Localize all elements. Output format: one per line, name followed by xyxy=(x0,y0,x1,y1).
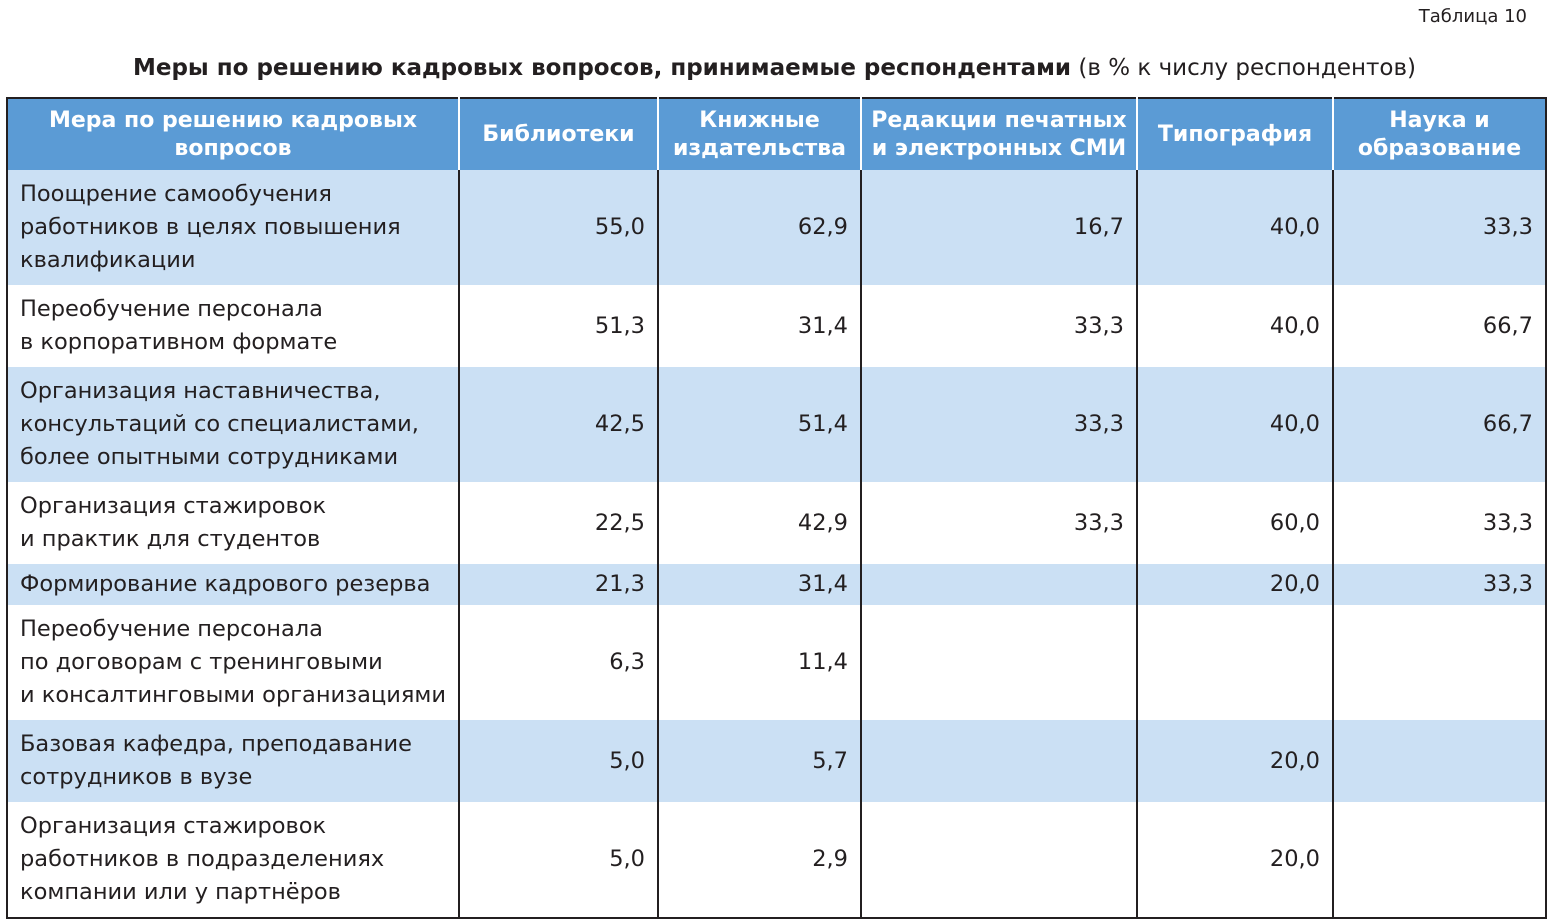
row-label-line: сотрудников в вузе xyxy=(20,764,253,790)
row-label-line: Поощрение самообучения xyxy=(20,181,332,207)
table-row xyxy=(7,605,1546,720)
cell-media-editorial: 33,3 xyxy=(861,367,1137,482)
cell-book-publishers: 31,4 xyxy=(658,564,861,605)
row-label-line: Переобучение персонала xyxy=(20,616,323,642)
table-row xyxy=(7,482,1546,564)
column-header-libraries xyxy=(459,98,658,170)
header-row xyxy=(7,98,1546,170)
cell-science-education: 33,3 xyxy=(1333,482,1546,564)
cell-book-publishers: 62,9 xyxy=(658,170,861,285)
row-label-line: и консалтинговыми организациями xyxy=(20,682,446,708)
row-label xyxy=(7,170,459,285)
table-row xyxy=(7,170,1546,285)
row-label-line: в корпоративном формате xyxy=(20,329,338,355)
row-label-line: работников в целях повышения xyxy=(20,214,401,240)
column-header-book-publishers xyxy=(658,98,861,170)
cell-printing: 40,0 xyxy=(1137,367,1333,482)
cell-printing: 20,0 xyxy=(1137,720,1333,802)
cell-media-editorial xyxy=(861,720,1137,802)
table-body xyxy=(7,170,1546,918)
row-label xyxy=(7,285,459,367)
table-number: Таблица 10 xyxy=(1418,6,1527,27)
cell-media-editorial: 16,7 xyxy=(861,170,1137,285)
column-header-line: образование xyxy=(1357,135,1522,161)
row-label xyxy=(7,720,459,802)
cell-libraries: 55,0 xyxy=(459,170,658,285)
cell-science-education xyxy=(1333,802,1546,918)
cell-printing xyxy=(1137,605,1333,720)
cell-libraries: 5,0 xyxy=(459,802,658,918)
cell-book-publishers: 11,4 xyxy=(658,605,861,720)
cell-science-education xyxy=(1333,720,1546,802)
cell-book-publishers: 5,7 xyxy=(658,720,861,802)
column-header-line: Типография xyxy=(1157,121,1313,147)
column-header-line: вопросов xyxy=(174,135,292,161)
table-header xyxy=(7,98,1546,170)
cell-libraries: 21,3 xyxy=(459,564,658,605)
column-header-line: Книжные xyxy=(699,107,820,133)
cell-libraries: 5,0 xyxy=(459,720,658,802)
cell-book-publishers: 2,9 xyxy=(658,802,861,918)
cell-libraries: 42,5 xyxy=(459,367,658,482)
column-header-line: Мера по решению кадровых xyxy=(48,107,418,133)
cell-science-education: 33,3 xyxy=(1333,170,1546,285)
row-label xyxy=(7,367,459,482)
cell-libraries: 22,5 xyxy=(459,482,658,564)
caption-unit: (в % к числу респондентов) xyxy=(1071,55,1417,81)
column-header-media-editorial xyxy=(861,98,1137,170)
cell-book-publishers: 31,4 xyxy=(658,285,861,367)
row-label xyxy=(7,564,459,605)
row-label-line: консультаций со специалистами, xyxy=(20,411,419,437)
cell-media-editorial: 33,3 xyxy=(861,285,1137,367)
cell-printing: 60,0 xyxy=(1137,482,1333,564)
cell-book-publishers: 51,4 xyxy=(658,367,861,482)
row-label-line: Организация стажировок xyxy=(20,493,327,519)
row-label-line: Организация стажировок xyxy=(20,813,327,839)
cell-science-education: 33,3 xyxy=(1333,564,1546,605)
column-header-line: Наука и xyxy=(1389,107,1490,133)
cell-science-education xyxy=(1333,605,1546,720)
cell-printing: 40,0 xyxy=(1137,285,1333,367)
table-row xyxy=(7,367,1546,482)
cell-media-editorial: 33,3 xyxy=(861,482,1137,564)
table-row xyxy=(7,720,1546,802)
row-label-line: компании или у партнёров xyxy=(20,879,341,905)
row-label-line: более опытными сотрудниками xyxy=(20,444,399,470)
column-header-line: и электронных СМИ xyxy=(871,135,1127,161)
table-row xyxy=(7,564,1546,605)
row-label-line: и практик для студентов xyxy=(20,526,321,552)
table-row xyxy=(7,802,1546,918)
cell-printing: 20,0 xyxy=(1137,802,1333,918)
row-label xyxy=(7,482,459,564)
cell-media-editorial xyxy=(861,605,1137,720)
row-label xyxy=(7,802,459,918)
column-header-printing xyxy=(1137,98,1333,170)
row-label-line: работников в подразделениях xyxy=(20,846,385,872)
row-label xyxy=(7,605,459,720)
row-label-line: Переобучение персонала xyxy=(20,296,323,322)
cell-printing: 40,0 xyxy=(1137,170,1333,285)
cell-libraries: 6,3 xyxy=(459,605,658,720)
column-header-measure xyxy=(7,98,459,170)
column-header-line: издательства xyxy=(672,135,847,161)
cell-book-publishers: 42,9 xyxy=(658,482,861,564)
row-label-line: Организация наставничества, xyxy=(20,378,381,404)
column-header-line: Редакции печатных xyxy=(871,107,1127,133)
cell-media-editorial xyxy=(861,802,1137,918)
cell-science-education: 66,7 xyxy=(1333,367,1546,482)
cell-media-editorial xyxy=(861,564,1137,605)
column-header-line: Библиотеки xyxy=(482,121,635,147)
table-caption xyxy=(0,55,1549,81)
cell-printing: 20,0 xyxy=(1137,564,1333,605)
table-row xyxy=(7,285,1546,367)
row-label-line: по договорам с тренинговыми xyxy=(20,649,383,675)
row-label-line: Базовая кафедра, преподавание xyxy=(20,731,412,757)
data-table xyxy=(6,97,1547,919)
cell-libraries: 51,3 xyxy=(459,285,658,367)
column-header-science-education xyxy=(1333,98,1546,170)
row-label-line: Формирование кадрового резерва xyxy=(20,571,431,597)
cell-science-education: 66,7 xyxy=(1333,285,1546,367)
row-label-line: квалификации xyxy=(20,247,196,273)
caption-bold: Меры по решению кадровых вопросов, принимаемые респондентами xyxy=(132,55,1072,81)
